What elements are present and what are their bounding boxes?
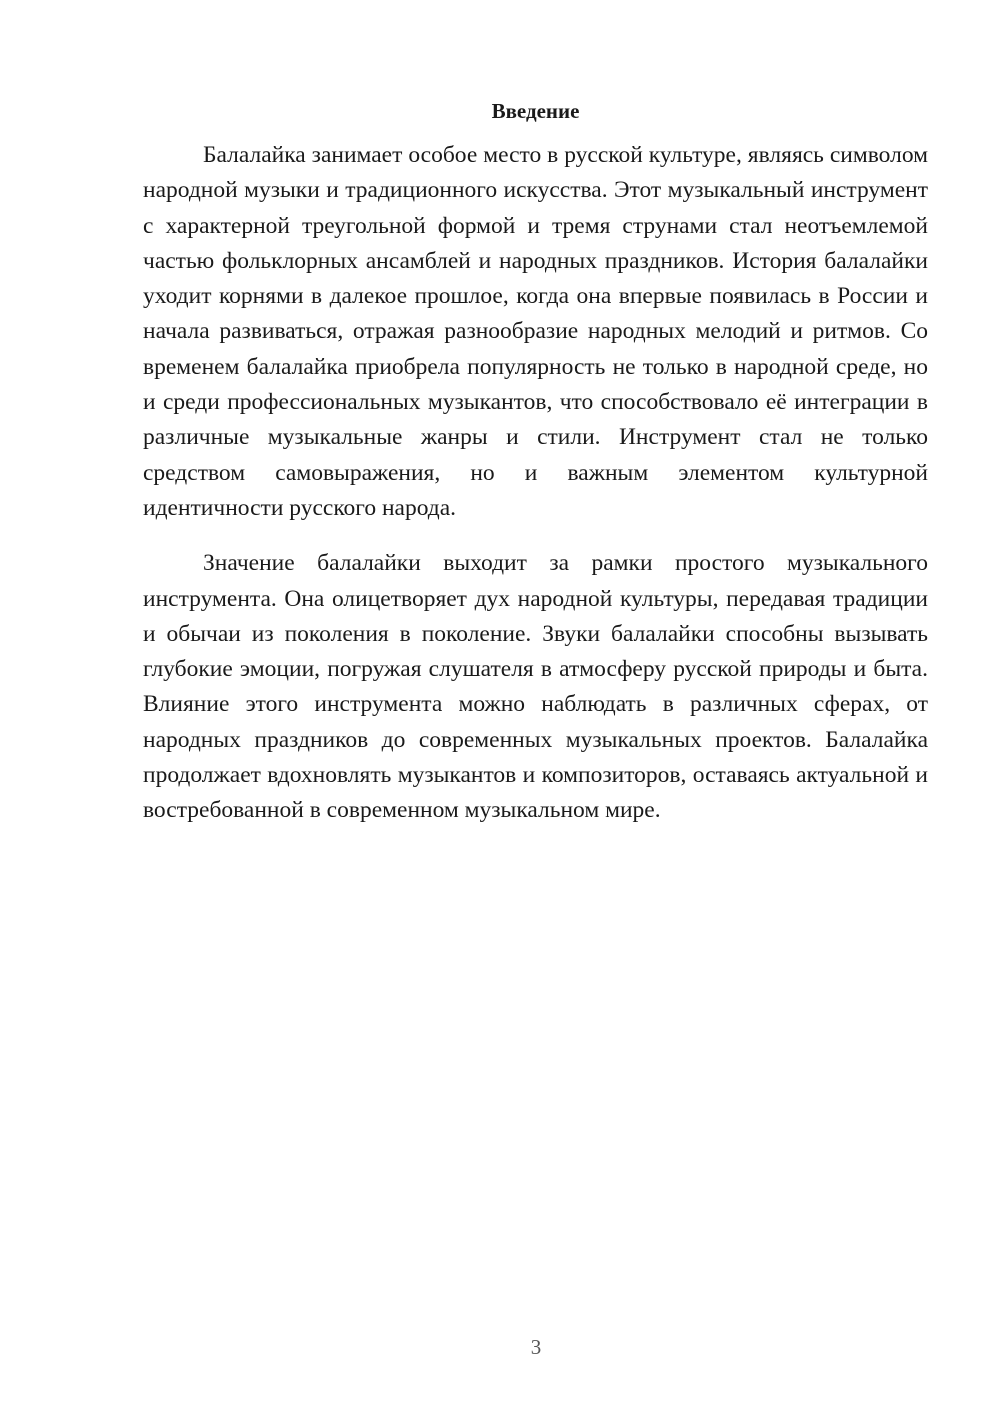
page-content [143,96,928,829]
page-number: 3 [530,1335,542,1359]
section-heading: Введение [491,99,580,123]
paragraph-1: Балалайка занимает особое место в русской культуре, являясь символом народной музыки и традиционного искусства. Этот музыкальный инструмент с характерной треугольной формой и тремя струнами стал неотъемлемой частью фольклорных ансамблей и народных праздников. История балалайки уходит корнями в далекое прошлое, когда она впервые появилась в России и начала развиваться, отражая разнообразие народных мелодий и ритмов. Со временем балалайка приобрела популярность не только в народной среде, но и среди профессиональных музыкантов, что способствовало её интеграции в различные музыкальные жанры и стили. Инструмент стал не только средством самовыражения, но и важным элементом культурной идентичности русского народа. [143,142,928,521]
paragraph-2: Значение балалайки выходит за рамки простого музыкального инструмента. Она олицетворяет дух народной культуры, передавая традиции и обычаи из поколения в поколение. Звуки балалайки способны вызывать глубокие эмоции, погружая слушателя в атмосферу русской природы и быта. Влияние этого инструмента можно наблюдать в различных сферах, от народных праздников до современных музыкальных проектов. Балалайка продолжает вдохновлять музыкантов и композиторов, оставаясь актуальной и востребованной в современном музыкальном мире. [143,550,928,824]
